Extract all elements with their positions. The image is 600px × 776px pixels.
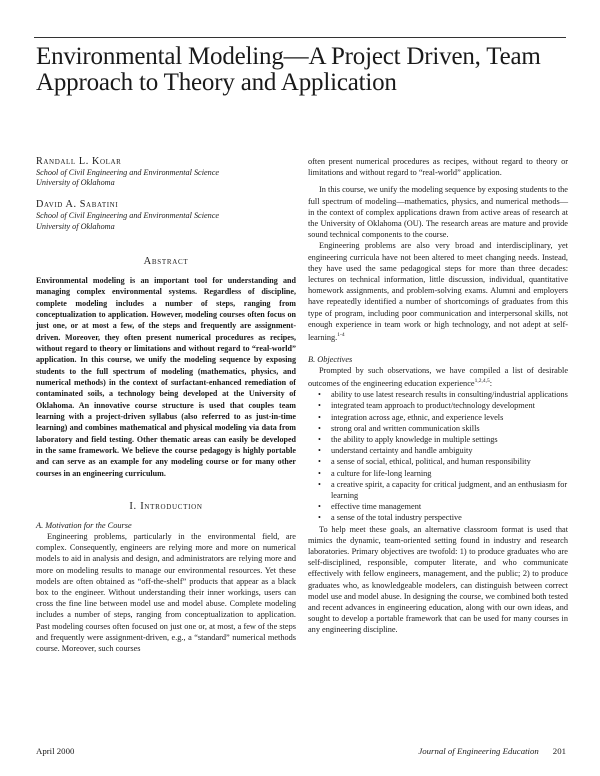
left-column <box>36 156 296 654</box>
problems-paragraph <box>308 240 568 343</box>
motivation-subheading: A. Motivation for the Course <box>36 521 132 530</box>
citation-superscript: 1-4 <box>337 332 345 339</box>
article-title: Environmental Modeling—A Project Driven, Team Approach to Theory and Application <box>36 43 541 96</box>
objectives-colon: : <box>489 378 492 388</box>
right-column <box>308 156 568 636</box>
list-item: • strong oral and written communication skills <box>318 423 568 434</box>
goals-paragraph: To help meet these goals, an alternative classroom format is used that mimics the dynamic, team-oriented setting found in industry and research laboratories. Primary objectives are twofold: 1) to produce graduates who are self-disciplined, responsible, computer literate, and who communicate effectively with fellow engineers, management, and the public; 2) to produce graduates who, as knowledgeable modelers, can distinguish between correct model use and model abuse. In designing the course, we combined both tested and recent advances in engineering education, along with our own ideas, and sought to develop a portable framework that can be used for many courses in any engineering discipline. <box>308 524 568 635</box>
list-item: • a sense of the total industry perspective <box>318 512 568 523</box>
problems-text: Engineering problems are also very broad and interdisciplinary, yet engineering curricula have not been altered to meet changing needs. Instead, they have used the same pedagogical steps for more than three decades: lectures on technical information, little discussion, individual, quantitative homework assignments, and problem-solving exams. Alumni and employers have repeatedly identified a number of shortcomings of graduates from this type of program, including poor communication and interpersonal skills, not enough experience in team work or high technology, and not adept at self-learning. <box>308 241 568 342</box>
footer-journal <box>418 746 566 756</box>
author-name: David A. Sabatini <box>36 199 119 211</box>
author-affiliation: School of Civil Engineering and Environmental Science <box>36 211 219 221</box>
author-affiliation: School of Civil Engineering and Environmental Science <box>36 168 219 177</box>
list-item: • a creative spirit, a capacity for critical judgment, and an enthusiasm for learning <box>318 479 568 501</box>
unify-paragraph: In this course, we unify the modeling sequence by exposing students to the full spectrum of modeling—mathematics, physics, and numerical methods—in the context of complex applications drawn from active areas of research at the University of Oklahoma (OU). The research areas are mature and provide sound technical components to the course. <box>308 185 568 240</box>
author-name: Randall L. Kolar <box>36 156 122 167</box>
list-item: • the ability to apply knowledge in multiple settings <box>318 434 568 445</box>
objectives-paragraph <box>308 365 568 389</box>
abstract-text: Environmental modeling is an important tool for understanding and managing complex environmental systems. Regardless of discipline, complete modeling includes a number of steps, ranging from conceptualization to application. However, modeling courses often focus on just one, or at most a few, of the steps and frequently are assignment-driven. Moreover, they often present numerical procedures as recipes, without regard to theory or limitations and without regard to “real-world” application. In this course, we unify the modeling sequence by exposing students to the full spectrum of modeling (mathematics, physics, and numerical methods) in the context of surfactant-enhanced remediation of contaminated soils, a technology being developed at the University of Oklahoma. An innovative course structure is used that couples team learning with a project-driven syllabus (also referred to as just-in-time learning) and combines mathematical and physical modeling via data from laboratory and field testing. Other thematic areas can easily be developed in the same framework. We believe the course pedagogy is highly portable and can serve as an example for any modeling course or for many other courses in an engineering curriculum. <box>36 275 296 478</box>
intro-paragraph: Engineering problems, particularly in the environmental field, are complex. Consequently, engineers are relying more and more on numerical models to aid in analysis and design, and administrators are relying more and more on modeling results to manage our environmental resources. Yet these models are often obtained as “off-the-shelf” products that appear as a black box to the engineer. Without understanding their inner workings, users can cross the fine line between model use and model abuse. Complete modeling includes a number of steps, ranging from conceptualization to application. Past modeling courses often focused on just one or, at most, a few of the steps and frequently were assignment-driven, e.g., a “standard” numerical methods course. Moreover, such courses <box>36 532 296 654</box>
list-item: • a culture for life-long learning <box>318 468 568 479</box>
list-item: • understand certainty and handle ambiguity <box>318 445 568 456</box>
citation-superscript: 1,2,4,5 <box>474 378 490 385</box>
objectives-subheading: B. Objectives <box>308 355 353 365</box>
journal-name: Journal of Engineering Education <box>418 746 539 756</box>
page-number: 201 <box>552 746 566 756</box>
objectives-text: Prompted by such observations, we have compiled a list of desirable outcomes of the engineering education experience <box>308 366 568 388</box>
author-university: University of Oklahoma <box>36 178 115 188</box>
introduction-heading: I. Introduction <box>129 501 203 512</box>
abstract-heading: Abstract <box>143 255 189 267</box>
list-item: • ability to use latest research results in consulting/industrial applications <box>318 389 568 400</box>
list-item: • effective time management <box>318 501 568 512</box>
continued-paragraph: often present numerical procedures as recipes, without regard to theory or limitations and without regard to “real-world” application. <box>308 157 568 178</box>
author-block <box>36 199 296 231</box>
author-block <box>36 156 296 188</box>
author-university: University of Oklahoma <box>36 221 115 231</box>
footer-date: April 2000 <box>36 746 75 756</box>
top-rule <box>34 37 566 38</box>
list-item: • integration across age, ethnic, and experience levels <box>318 412 568 423</box>
outcomes-list <box>308 389 568 523</box>
list-item: • integrated team approach to product/technology development <box>318 400 568 411</box>
list-item: • a sense of social, ethical, political, and human responsibility <box>318 456 568 467</box>
